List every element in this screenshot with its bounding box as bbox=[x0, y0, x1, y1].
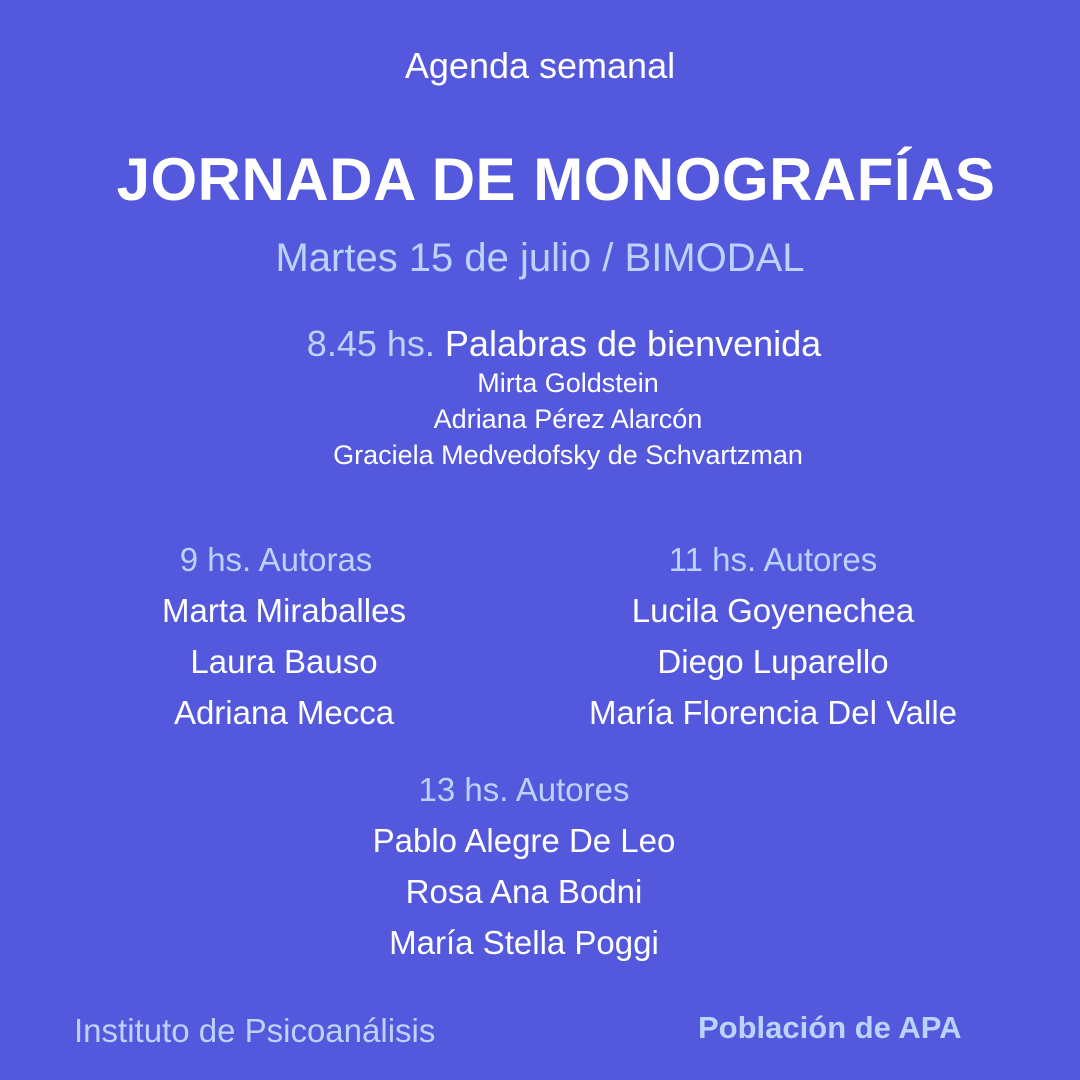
welcome-speaker: Mirta Goldstein bbox=[477, 368, 659, 398]
session-author: Adriana Mecca bbox=[173, 694, 395, 731]
welcome-time: 8.45 hs. bbox=[306, 323, 435, 364]
session-heading: 9 hs. Autoras bbox=[179, 541, 373, 578]
poster-subtitle: Agenda semanal bbox=[404, 45, 676, 86]
welcome-speaker: Adriana Pérez Alarcón bbox=[433, 404, 703, 434]
poster-title: JORNADA DE MONOGRAFÍAS bbox=[116, 146, 996, 213]
audience-label: Población de APA bbox=[698, 1010, 962, 1045]
institute-name: Instituto de Psicoanálisis bbox=[74, 1012, 436, 1049]
session-author: María Florencia Del Valle bbox=[588, 694, 958, 731]
welcome-label: Palabras de bienvenida bbox=[444, 323, 822, 364]
welcome-heading bbox=[306, 323, 822, 364]
session-author: Lucila Goyenechea bbox=[631, 592, 915, 629]
session-author: Marta Miraballes bbox=[162, 592, 406, 629]
session-author: Laura Bauso bbox=[190, 643, 378, 680]
session-heading: 11 hs. Autores bbox=[668, 541, 878, 578]
session-author: Diego Luparello bbox=[657, 643, 889, 680]
session-heading: 13 hs. Autores bbox=[418, 771, 630, 808]
session-author: Pablo Alegre De Leo bbox=[372, 822, 676, 859]
session-author: Rosa Ana Bodni bbox=[405, 873, 643, 910]
session-author: María Stella Poggi bbox=[389, 924, 659, 961]
welcome-speaker: Graciela Medvedofsky de Schvartzman bbox=[333, 440, 803, 470]
event-date: Martes 15 de julio / BIMODAL bbox=[275, 236, 805, 280]
